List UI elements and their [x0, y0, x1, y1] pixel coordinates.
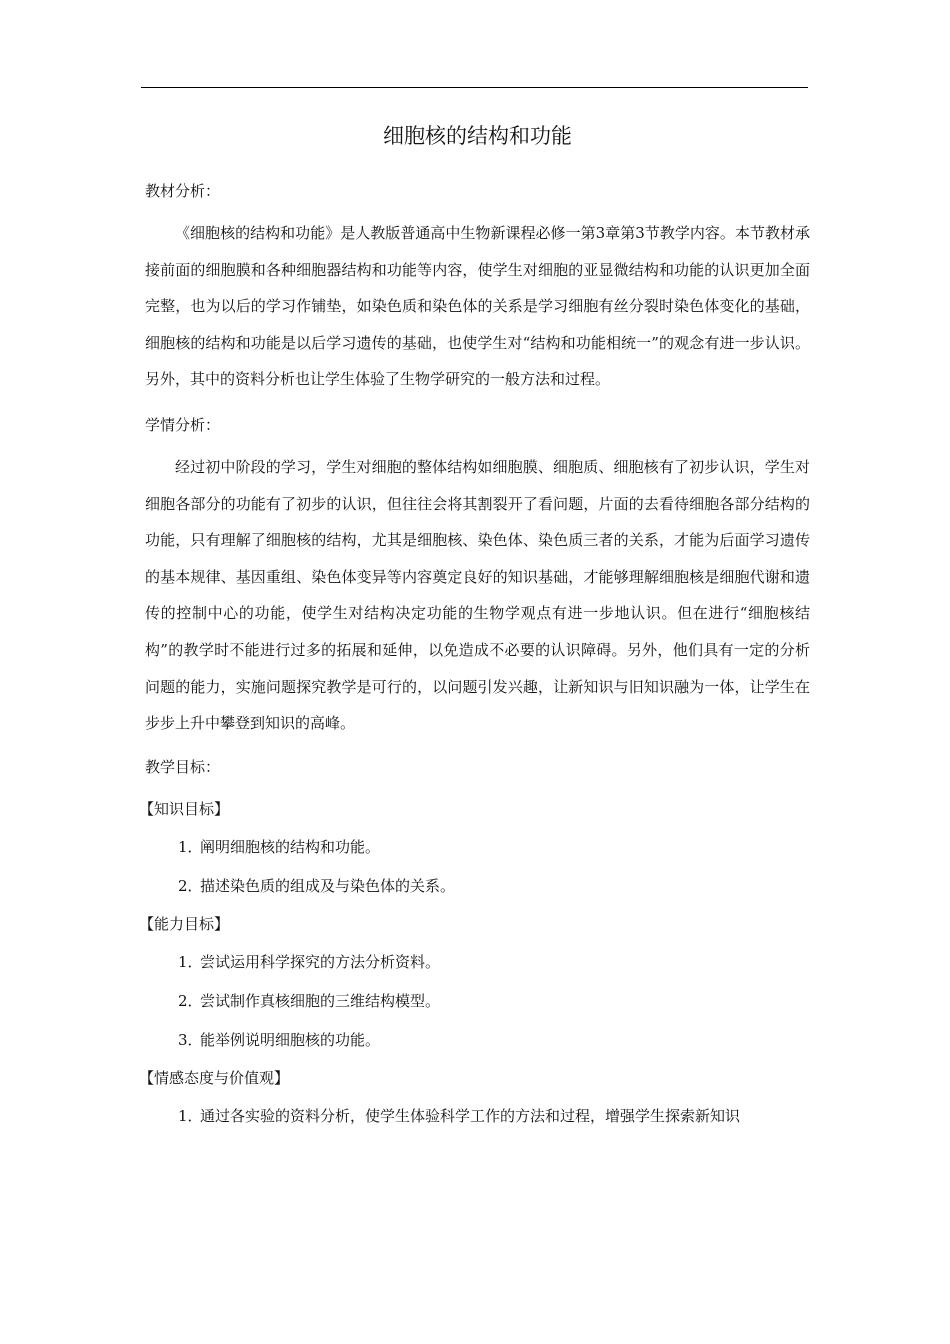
list-text: 描述染色质的组成及与染色体的关系。	[200, 876, 456, 895]
list-item	[145, 1021, 810, 1060]
header-rule	[141, 87, 808, 88]
list-text: 尝试制作真核细胞的三维结构模型。	[200, 991, 441, 1010]
material-analysis-heading: 教材分析：	[145, 182, 221, 200]
list-number: 1．	[178, 952, 203, 971]
list-text: 阐明细胞核的结构和功能。	[200, 837, 381, 856]
list-number: 2．	[178, 876, 203, 895]
list-number: 1．	[178, 837, 203, 856]
list-item	[145, 867, 810, 906]
document-page	[139, 118, 810, 1136]
teaching-goals-heading: 教学目标：	[145, 757, 221, 776]
list-number: 2．	[178, 991, 203, 1010]
list-number: 1．	[178, 1106, 203, 1125]
list-text: 尝试运用科学探究的方法分析资料。	[200, 952, 441, 971]
list-item	[145, 943, 810, 982]
list-number: 3．	[178, 1030, 203, 1049]
ability-goals-heading: 【能力目标】	[139, 914, 230, 933]
material-analysis-paragraph: 《细胞核的结构和功能》是人教版普通高中生物新课程必修一第3章第3节教学内容。本节教材承接前面的细胞膜和各种细胞器结构和功能等内容，使学生对细胞的亚显微结构和功能的认识更加全面完整，也为以后的学习作铺垫，如染色质和染色体的关系是学习细胞有丝分裂时染色体变化的基础，细胞核的结构和功能是以后学习遗传的基础，也使学生对“结构和功能相统一”的观念有进一步认识。另外，其中的资料分析也让学生体验了生物学研究的一般方法和过程。	[145, 224, 810, 389]
list-text: 能举例说明细胞核的功能。	[200, 1030, 381, 1049]
list-item	[145, 1097, 810, 1136]
attitude-goals-heading: 【情感态度与价值观】	[139, 1068, 290, 1087]
document-title: 细胞核的结构和功能	[383, 124, 572, 148]
learner-analysis-paragraph: 经过初中阶段的学习，学生对细胞的整体结构如细胞膜、细胞质、细胞核有了初步认识，学生对细胞各部分的功能有了初步的认识，但往往会将其割裂开了看问题，片面的去看待细胞各部分结构的功能，只有理解了细胞核的结构，尤其是细胞核、染色体、染色质三者的关系，才能为后面学习遗传的基本规律、基因重组、染色体变异等内容奠定良好的知识基础，才能够理解细胞核是细胞代谢和遗传的控制中心的功能，使学生对结构决定功能的生物学观点有进一步地认识。但在进行“细胞核结构”的教学时不能进行过多的拓展和延伸，以免造成不必要的认识障碍。另外，他们具有一定的分析问题的能力，实施问题探究教学是可行的，以问题引发兴趣，让新知识与旧知识融为一体，让学生在步步上升中攀登到知识的高峰。	[145, 457, 810, 733]
learner-analysis-heading: 学情分析：	[145, 415, 221, 434]
list-item	[145, 982, 810, 1021]
knowledge-goals-heading: 【知识目标】	[139, 799, 230, 818]
list-item	[145, 828, 810, 867]
list-text: 通过各实验的资料分析，使学生体验科学工作的方法和过程，增强学生探索新知识	[200, 1106, 741, 1125]
